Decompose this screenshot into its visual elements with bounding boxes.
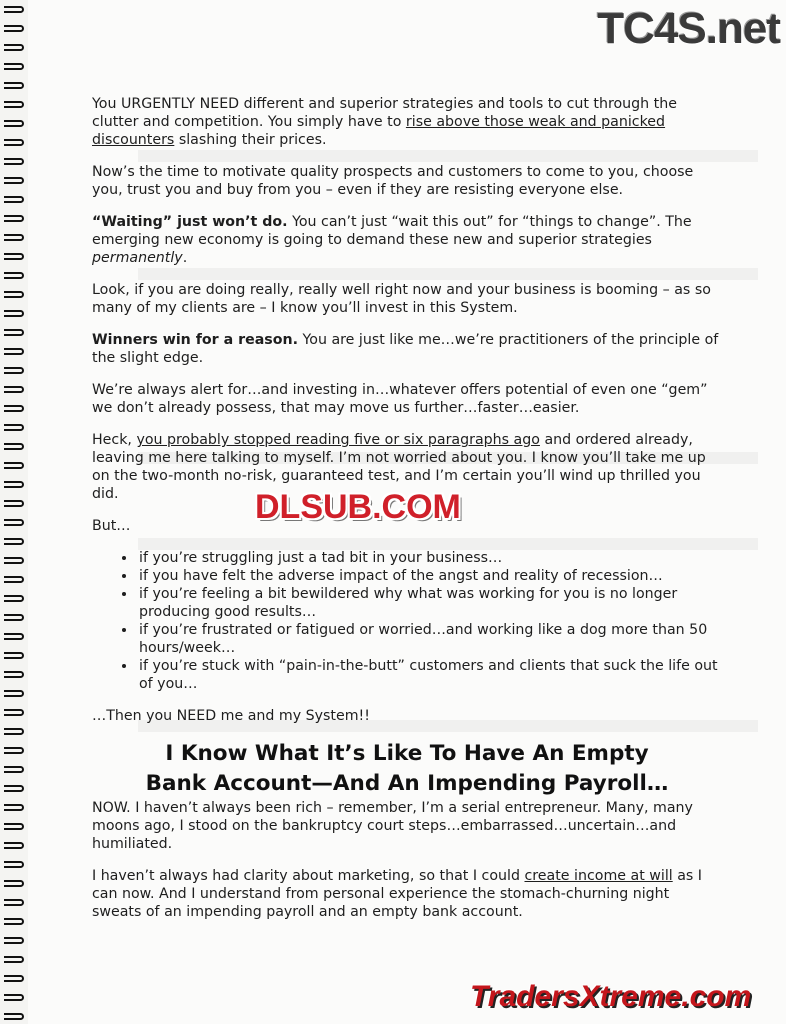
list-item: • if you’re feeling a bit bewildered why what was working for you is no longer producing good results… [137, 585, 722, 621]
text: You URGENTLY NEED different and superior strategies and tools to cut through the clutter and competition. You simply have to [92, 96, 677, 130]
list-item: • if you have felt the adverse impact of the angst and reality of recession… [137, 567, 722, 585]
headline-line: Bank Account—And An Impending Payroll… [145, 771, 669, 796]
spiral-coil [4, 842, 24, 849]
spiral-coil [4, 690, 24, 697]
underlined-phrase: create income at will [524, 868, 673, 884]
spiral-coil [4, 709, 24, 716]
spiral-coil [4, 481, 24, 488]
spiral-coil [4, 804, 24, 811]
paragraph-waiting [92, 213, 722, 267]
spiral-coil [4, 557, 24, 564]
paragraph-motivate: Now’s the time to motivate quality prospects and customers to come to you, choose you, trust you and buy from you – even if they are resisting everyone else. [92, 164, 694, 198]
spiral-coil [4, 82, 24, 89]
spiral-coil [4, 861, 24, 868]
spiral-coil [4, 671, 24, 678]
spiral-coil [4, 424, 24, 431]
headline-line: I Know What It’s Like To Have An Empty [165, 741, 649, 766]
spiral-coil [4, 177, 24, 184]
spiral-coil [4, 6, 24, 13]
spiral-coil [4, 25, 24, 32]
italic-word: permanently [92, 250, 183, 266]
spiral-coil [4, 196, 24, 203]
spiral-coil [4, 139, 24, 146]
bold-lead: Winners win for a reason. [92, 332, 298, 348]
spiral-coil [4, 975, 24, 982]
spiral-coil [4, 443, 24, 450]
spiral-coil [4, 595, 24, 602]
underlined-phrase: you probably stopped reading five or six paragraphs ago [136, 432, 540, 448]
spiral-coil [4, 158, 24, 165]
spiral-coil [4, 519, 24, 526]
spiral-coil [4, 253, 24, 260]
spiral-coil [4, 766, 24, 773]
spiral-coil [4, 272, 24, 279]
text: I haven’t always had clarity about marketing, so that I could [92, 868, 525, 884]
spiral-coil [4, 329, 24, 336]
spiral-coil [4, 918, 24, 925]
spiral-coil [4, 956, 24, 963]
text: slashing their prices. [174, 132, 327, 148]
spiral-coil [4, 291, 24, 298]
spiral-coil [4, 63, 24, 70]
spiral-coil [4, 44, 24, 51]
text: You can’t just “wait this out” for “things to change”. The emerging new economy is going to demand these new and superior strategies [92, 214, 692, 248]
bold-lead: “Waiting” just won’t do. [92, 214, 288, 230]
spiral-coil [4, 386, 24, 393]
list-item: • if you’re struggling just a tad bit in your business… [137, 549, 722, 567]
spiral-coil [4, 652, 24, 659]
spiral-coil [4, 234, 24, 241]
paragraph-alert: We’re always alert for…and investing in…whatever offers potential of even one “gem” we don’t already possess, that may move us further…faster…easier. [92, 382, 708, 416]
spiral-coil [4, 500, 24, 507]
text: and ordered already, leaving me here talking to myself. I’m not worried about you. I know you’ll take me up on the two-month no-risk, guaranteed test, and I’m certain you’ll wind up thrilled you did. [92, 432, 706, 502]
spiral-coil [4, 215, 24, 222]
text: Heck, [92, 432, 137, 448]
paragraph-strategies [92, 95, 722, 149]
paragraph-clarity [92, 867, 722, 921]
spiral-coil [4, 899, 24, 906]
underlined-phrase: rise above those weak and panicked discounters [92, 114, 666, 148]
spiral-coil [4, 405, 24, 412]
spiral-coil [4, 633, 24, 640]
spiral-coil [4, 120, 24, 127]
spiral-coil [4, 823, 24, 830]
spiral-coil [4, 576, 24, 583]
list-item: • if you’re stuck with “pain-in-the-butt” customers and clients that suck the life out of you… [137, 657, 722, 693]
watermark-dlsub: DLSUB.COM [255, 488, 461, 526]
spiral-coil [4, 101, 24, 108]
paragraph-winners [92, 331, 722, 367]
spiral-coil [4, 1013, 24, 1020]
spiral-coil [4, 348, 24, 355]
text: You are just like me…we’re practitioners of the principle of the slight edge. [92, 332, 719, 366]
paragraph-now: NOW. I haven’t always been rich – remember, I’m a serial entrepreneur. Many, many moons ago, I stood on the bankruptcy court steps…embarrassed…uncertain…and humiliated. [92, 800, 693, 852]
spiral-coil [4, 994, 24, 1001]
paragraph-then: …Then you NEED me and my System!! [92, 708, 370, 724]
paragraph-booming: Look, if you are doing really, really well right now and your business is booming – as so many of my clients are – I know you’ll invest in this System. [92, 282, 711, 316]
watermark-tc4s: TC4S.net [597, 4, 780, 53]
spiral-coil [4, 747, 24, 754]
text: as I can now. And I understand from personal experience the stomach-churning night sweats of an impending payroll and an empty bank account. [92, 868, 702, 920]
watermark-tradersxtreme: TradersXtreme.com [470, 980, 752, 1013]
spiral-coil [4, 462, 24, 469]
spiral-coil [4, 937, 24, 944]
spiral-binding [0, 0, 30, 1024]
bullet-list [92, 549, 722, 693]
spiral-coil [4, 538, 24, 545]
list-item: • if you’re frustrated or fatigued or worried…and working like a dog more than 50 hours/week… [137, 621, 722, 657]
text: . [182, 250, 188, 266]
spiral-coil [4, 785, 24, 792]
section-headline [92, 739, 722, 799]
spiral-coil [4, 367, 24, 374]
paragraph-but: But… [92, 518, 131, 534]
spiral-coil [4, 880, 24, 887]
spiral-coil [4, 614, 24, 621]
spiral-coil [4, 728, 24, 735]
spiral-coil [4, 310, 24, 317]
